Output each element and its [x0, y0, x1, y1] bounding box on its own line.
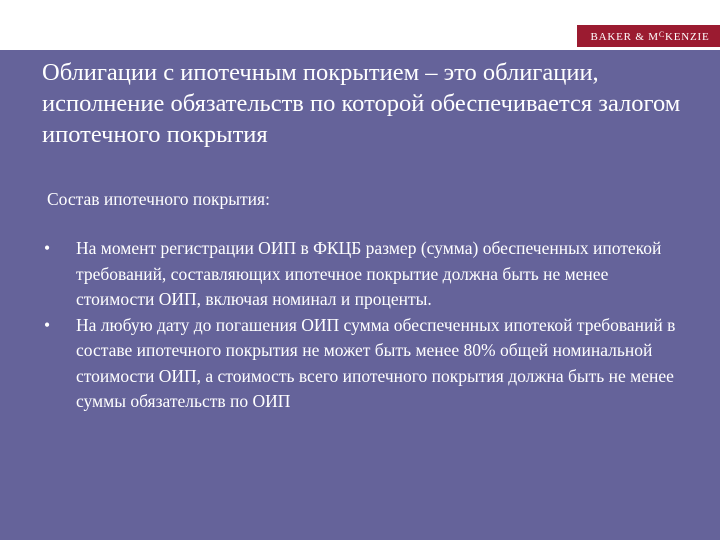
bullet-list: [44, 236, 684, 415]
bullet-text: На момент регистрации ОИП в ФКЦБ размер (сумма) обеспеченных ипотекой требований, составляющих ипотечное покрытие должна быть не менее стоимости ОИП, включая номинал и проценты.: [76, 238, 662, 309]
slide-title: Облигации с ипотечным покрытием – это облигации, исполнение обязательств по которой обеспечивается залогом ипотечного покрытия: [42, 59, 681, 148]
logo-wordmark: [582, 29, 718, 43]
bullet-text: На любую дату до погашения ОИП сумма обеспеченных ипотекой требований в составе ипотечного покрытия не может быть менее 80% общей номинальной стоимости ОИП, а стоимость всего ипотечного покрытия должна быть не менее суммы обязательств по ОИП: [76, 314, 676, 411]
bullet-item: [44, 236, 684, 313]
company-logo: [577, 25, 720, 47]
bullet-item: [44, 313, 684, 415]
slide-subtitle: Состав ипотечного покрытия:: [47, 189, 270, 209]
bullet-marker: •: [44, 238, 51, 258]
bullet-marker: •: [44, 314, 51, 335]
svg-text:BAKER & MCKENZIE: BAKER & $M^CKENZIE$: [590, 30, 709, 43]
